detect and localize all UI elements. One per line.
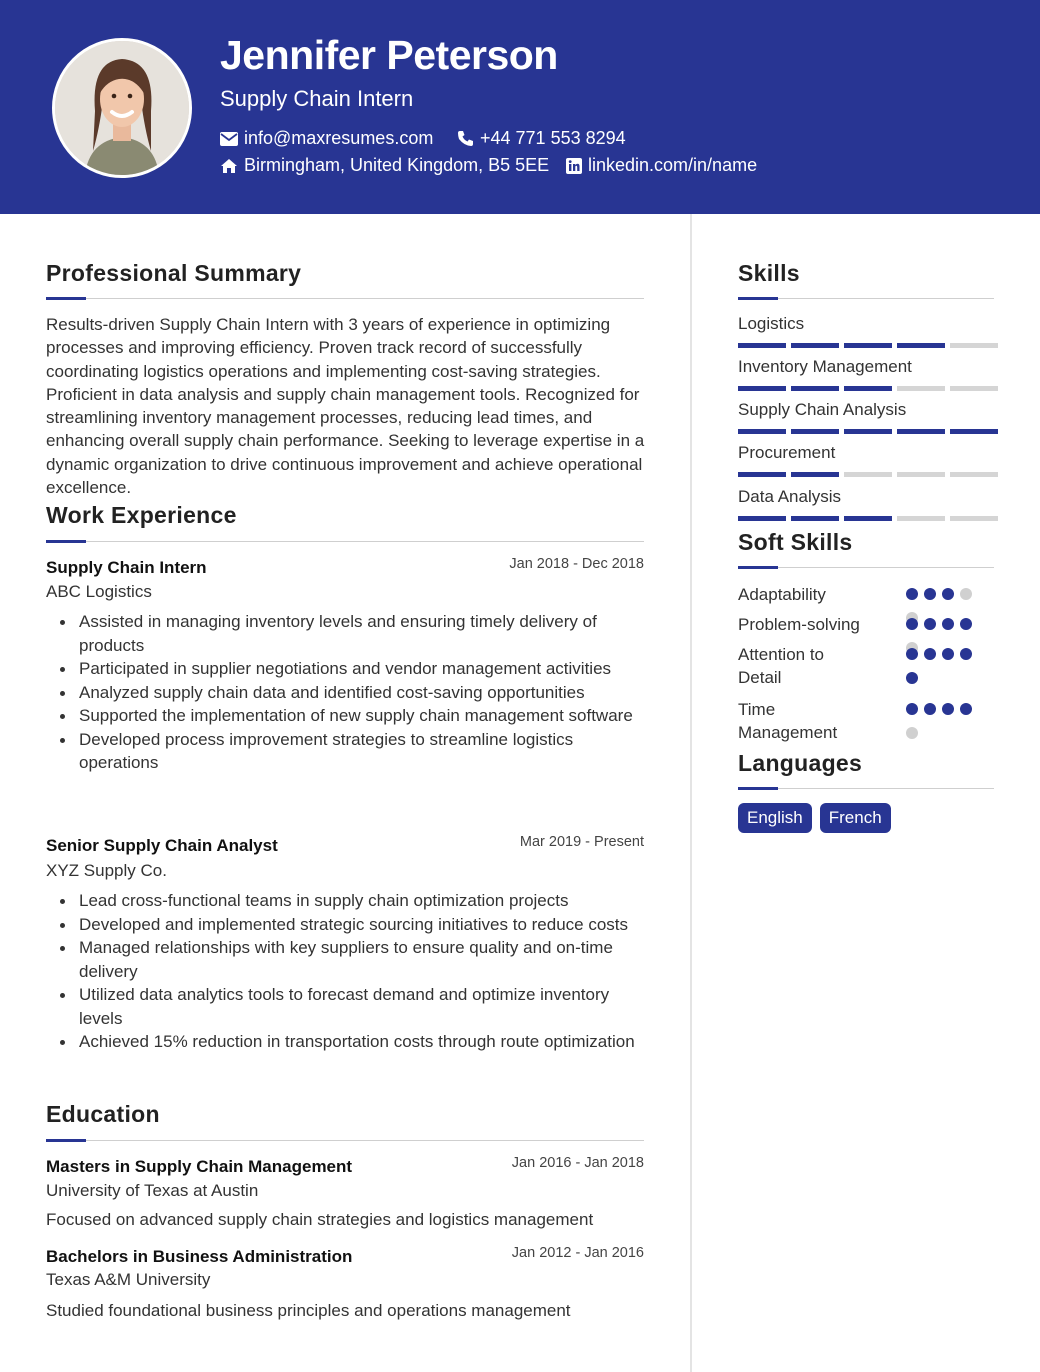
skill-level-segment: [950, 343, 998, 348]
phone-text: +44 771 553 8294: [480, 128, 626, 148]
job-bullet: Developed and implemented strategic sourcing initiatives to reduce costs: [46, 913, 646, 937]
skill-level-segment: [738, 472, 786, 477]
phone-icon: [457, 130, 474, 147]
skill-level-segment: [897, 386, 945, 391]
skill-name: Data Analysis: [738, 487, 841, 506]
education-heading: Education: [46, 1101, 160, 1127]
rating-dot: [942, 648, 954, 660]
skill-level-segment: [844, 386, 892, 391]
degree-note: Studied foundational business principles and operations management: [46, 1301, 571, 1320]
skill-level-segment: [844, 516, 892, 521]
skill-level-segment: [738, 343, 786, 348]
summary-heading: Professional Summary: [46, 260, 302, 286]
email-contact[interactable]: [220, 128, 433, 149]
candidate-name: Jennifer Peterson: [220, 32, 558, 78]
rating-dot: [924, 703, 936, 715]
phone-contact[interactable]: [457, 128, 626, 149]
job-company: ABC Logistics: [46, 582, 152, 601]
envelope-icon: [220, 132, 238, 146]
job-bullet: Supported the implementation of new supply chain management software: [46, 704, 646, 728]
rating-dot: [906, 588, 918, 600]
skills-rule: [738, 298, 994, 299]
experience-heading: Work Experience: [46, 502, 237, 528]
language-badge: English: [738, 803, 812, 833]
job-bullet: Analyzed supply chain data and identified cost-saving opportunities: [46, 681, 646, 705]
skill-level-segment: [950, 386, 998, 391]
skill-name: Inventory Management: [738, 357, 912, 376]
rating-dot: [924, 648, 936, 660]
skill-level-segment: [791, 516, 839, 521]
address-text: Birmingham, United Kingdom, B5 5EE: [244, 155, 550, 175]
skill-level-segment: [791, 472, 839, 477]
profile-photo: [52, 38, 192, 178]
job-bullet: Assisted in managing inventory levels and ensuring timely delivery of products: [46, 610, 646, 657]
skill-level-bar: [738, 429, 998, 434]
soft-skill-name: Adaptability: [738, 585, 826, 604]
skill-level-bar: [738, 386, 998, 391]
job-bullets: [46, 889, 646, 1054]
rating-dot: [960, 618, 972, 630]
soft-skill-name: Attention to Detail: [738, 645, 825, 687]
degree-note: Focused on advanced supply chain strategies and logistics management: [46, 1210, 594, 1229]
job-dates: Jan 2018 - Dec 2018: [509, 556, 644, 572]
skill-level-segment: [791, 429, 839, 434]
rating-dot: [960, 588, 972, 600]
skill-level-bar: [738, 472, 998, 477]
skill-level-segment: [844, 343, 892, 348]
skill-level-segment: [738, 386, 786, 391]
soft-skills-heading: Soft Skills: [738, 529, 853, 555]
skill-level-bar: [738, 343, 998, 348]
summary-text: Results-driven Supply Chain Intern with 3 years of experience in optimizing processes and improving efficiency. Proven track record of successfully coordinating logistics operations and implementing cost-saving strategies. Proficient in data analysis and supply chain management tools. Recognized for streamlining inventory management processes, reducing lead times, and enhancing overall supply chain performance. Seeking to leverage expertise in a dynamic organization to drive continuous improvement and achieve operational excellence.: [46, 315, 645, 498]
skill-level-bar: [738, 516, 998, 521]
candidate-title: Supply Chain Intern: [220, 86, 414, 111]
skill-level-segment: [897, 343, 945, 348]
job-bullet: Achieved 15% reduction in transportation costs through route optimization: [46, 1030, 646, 1054]
skill-level-segment: [950, 472, 998, 477]
degree-title: Bachelors in Business Administration: [46, 1247, 353, 1266]
education-rule: [46, 1140, 644, 1141]
linkedin-contact[interactable]: [566, 155, 757, 176]
skill-level-segment: [897, 429, 945, 434]
resume-header: [0, 0, 1040, 214]
job-title: Supply Chain Intern: [46, 558, 207, 577]
soft-skills-rule: [738, 567, 994, 568]
person-photo-icon: [55, 41, 189, 175]
rating-dot: [906, 648, 918, 660]
school-name: Texas A&M University: [46, 1270, 211, 1289]
language-badge: French: [820, 803, 891, 833]
skill-level-segment: [844, 472, 892, 477]
job-bullet: Lead cross-functional teams in supply chain optimization projects: [46, 889, 646, 913]
address-contact: [220, 155, 549, 176]
job-bullet: Utilized data analytics tools to forecast demand and optimize inventory levels: [46, 983, 646, 1030]
skill-level-segment: [738, 516, 786, 521]
rating-dot: [960, 648, 972, 660]
soft-skill-name: Time Management: [738, 700, 838, 742]
skill-name: Supply Chain Analysis: [738, 400, 907, 419]
job-bullet: Managed relationships with key suppliers to ensure quality and on-time delivery: [46, 936, 646, 983]
degree-title: Masters in Supply Chain Management: [46, 1157, 353, 1176]
job-title: Senior Supply Chain Analyst: [46, 836, 278, 855]
email-text: info@maxresumes.com: [244, 128, 434, 148]
languages-heading: Languages: [738, 750, 863, 776]
skill-level-segment: [897, 516, 945, 521]
skill-name: Procurement: [738, 443, 836, 462]
job-company: XYZ Supply Co.: [46, 861, 167, 880]
job-bullet: Participated in supplier negotiations and vendor management activities: [46, 657, 646, 681]
job-bullets: [46, 610, 646, 775]
skill-name: Logistics: [738, 314, 805, 333]
skill-level-segment: [950, 516, 998, 521]
summary-rule: [46, 298, 644, 299]
rating-dot: [960, 703, 972, 715]
rating-dot: [942, 588, 954, 600]
rating-dot: [942, 618, 954, 630]
skill-level-segment: [791, 386, 839, 391]
job-dates: Mar 2019 - Present: [519, 834, 644, 850]
languages-rule: [738, 788, 994, 789]
skill-level-segment: [738, 429, 786, 434]
home-icon: [220, 158, 238, 174]
language-list: [738, 803, 891, 833]
degree-dates: Jan 2016 - Jan 2018: [511, 1155, 644, 1171]
skill-level-segment: [950, 429, 998, 434]
rating-dot: [906, 618, 918, 630]
rating-dot: [942, 703, 954, 715]
rating-dot: [924, 588, 936, 600]
rating-dot: [906, 703, 918, 715]
rating-dot: [906, 727, 918, 739]
rating-dot: [906, 672, 918, 684]
skill-level-segment: [791, 343, 839, 348]
skill-level-segment: [844, 429, 892, 434]
degree-dates: Jan 2012 - Jan 2016: [511, 1245, 644, 1261]
rating-dot: [924, 618, 936, 630]
column-divider: [690, 214, 692, 1372]
skills-heading: Skills: [738, 260, 800, 286]
experience-rule: [46, 541, 644, 542]
linkedin-icon: [566, 158, 582, 174]
school-name: University of Texas at Austin: [46, 1181, 259, 1200]
job-bullet: Developed process improvement strategies to streamline logistics operations: [46, 728, 646, 775]
skill-level-segment: [897, 472, 945, 477]
linkedin-text: linkedin.com/in/name: [588, 155, 758, 175]
soft-skill-name: Problem-solving: [738, 615, 860, 634]
